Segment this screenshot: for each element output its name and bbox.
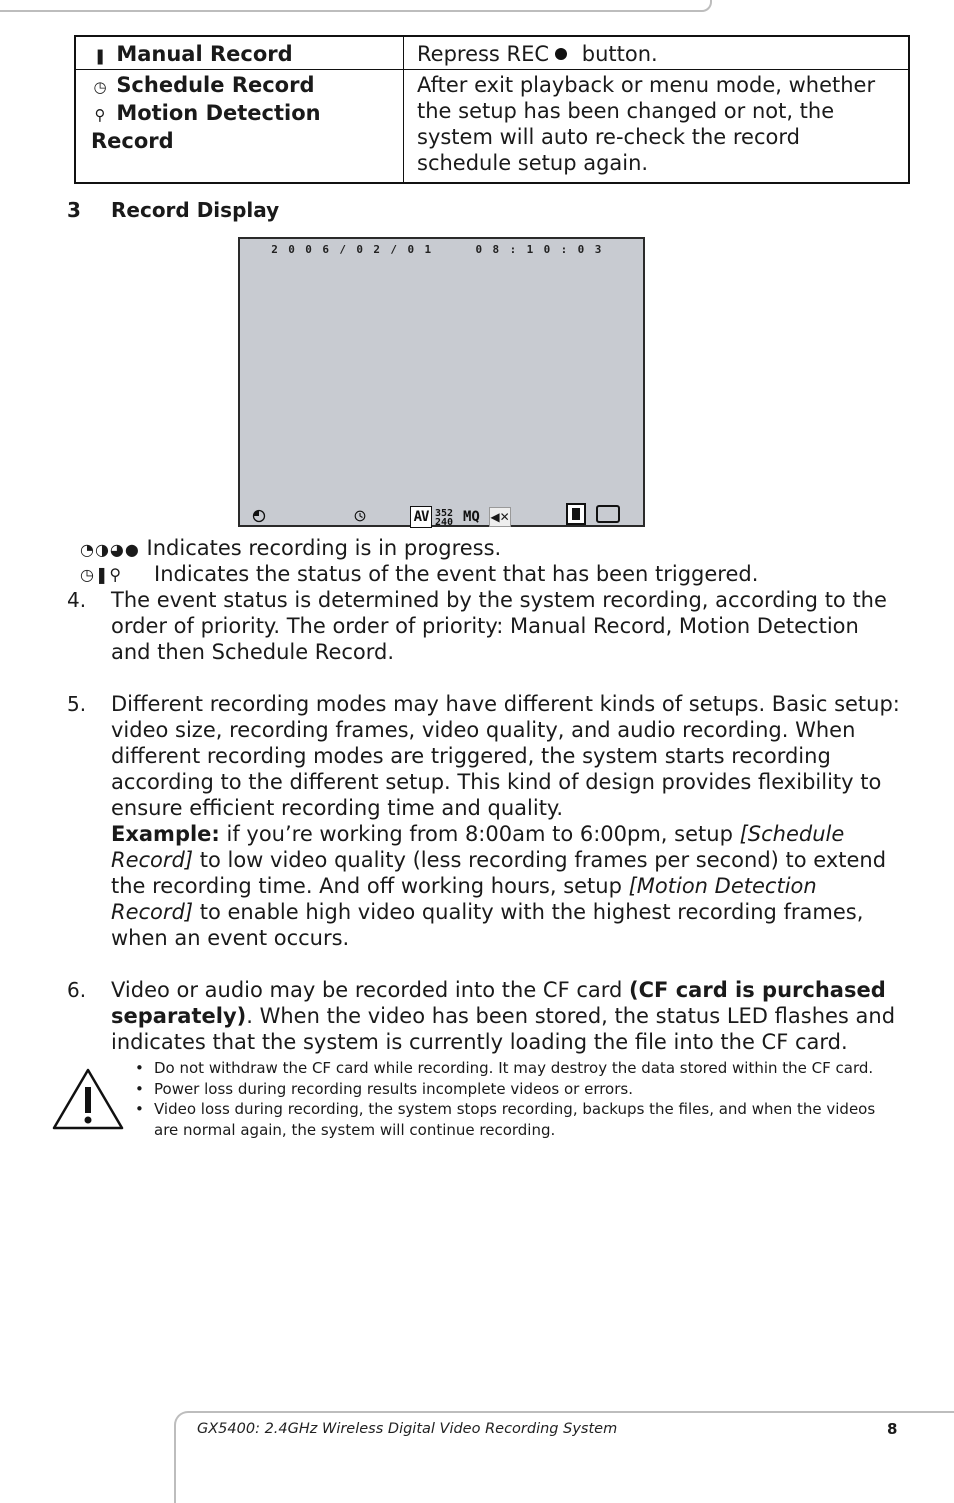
quality-indicator: MQ	[463, 509, 480, 525]
clock-icon	[354, 510, 366, 522]
paragraph-priority: The event status is determined by the system recording, according to the order of priority. The order of priority: Manual Record, Motion Detection and then Schedule Record.	[111, 588, 887, 664]
example-text	[111, 821, 901, 951]
legend-progress-text: Indicates recording is in progress.	[146, 536, 502, 560]
recording-modes-text: Different recording modes may have different kinds of setups. Basic setup: video size, recording frames, video quality, and audio recording. When different recording modes are triggered, the system starts recording according to the different setup. This kind of design provides flexibility to ensure efficient recording time and quality.	[111, 692, 900, 820]
schedule-record-ref: [Schedule Record]	[111, 822, 845, 872]
screen-timestamp: 2006/02/01 08:10:03	[271, 243, 612, 256]
manual-record-desc: Repress REC	[417, 42, 550, 66]
resolution-height: 240	[435, 517, 454, 528]
manual-record-icon: ❚	[93, 47, 107, 65]
cf-card-icon	[566, 503, 586, 525]
recording-progress-icon	[252, 509, 266, 523]
paragraph-cf-card	[111, 977, 901, 1055]
example-part: to low video quality (less recording frames per second) to extend the recording time. And off working hours, setup	[111, 848, 887, 898]
warning-icon	[52, 1067, 124, 1131]
record-display-screen	[238, 237, 645, 527]
speaker-muted-icon: ◀✕	[489, 507, 511, 527]
warning-item: • Video loss during recording, the system stops recording, backups the files, and when the videos are normal again, the system will continue recording.	[133, 1099, 893, 1140]
top-frame-decoration	[0, 0, 712, 12]
item-number: 5.	[67, 692, 87, 716]
av-indicator	[410, 506, 432, 528]
example-label: Example:	[111, 822, 220, 846]
resolution-width: 352	[435, 508, 454, 519]
warning-list	[133, 1058, 893, 1140]
table-cell-desc: After exit playback or menu mode, whether the setup has been changed or not, the system will auto re-check the record schedule setup again.	[404, 70, 910, 184]
clock-icon: ◷	[93, 78, 107, 96]
rec-dot-icon	[555, 48, 567, 60]
cf-card-note: (CF card is purchased separately)	[111, 978, 886, 1028]
table-row	[75, 70, 909, 184]
motion-icon: ⚲	[94, 106, 106, 124]
table-row	[75, 36, 909, 70]
legend-progress	[80, 535, 501, 563]
loop-record-icon	[596, 505, 620, 523]
table-cell-mode	[75, 70, 404, 184]
table-cell-mode	[75, 36, 404, 70]
example-part: to enable high video quality with the highest recording frames, when an event occurs.	[111, 900, 864, 950]
example-part: if you’re working from 8:00am to 6:00pm, setup	[219, 822, 740, 846]
item-number: 4.	[67, 588, 87, 612]
section-title: Record Display	[111, 198, 280, 222]
cf-card-text: Video or audio may be recorded into the CF card	[111, 978, 630, 1002]
motion-record-label: Motion Detection Record	[91, 101, 321, 153]
warning-item: • Power loss during recording results incomplete videos or errors.	[133, 1079, 893, 1100]
section-number: 3	[67, 198, 81, 222]
record-mode-table	[74, 35, 910, 184]
table-cell-desc	[404, 36, 910, 70]
manual-record-label: Manual Record	[116, 42, 293, 66]
cf-card-text-end: . When the video has been stored, the status LED flashes and indicates that the system is currently loading the file into the CF card.	[111, 1004, 896, 1054]
item-number: 6.	[67, 978, 87, 1002]
resolution-indicator	[435, 509, 453, 527]
recording-progress-icons: ◔◑◕●	[80, 540, 140, 559]
legend-event-text: Indicates the status of the event that has been triggered.	[154, 562, 759, 586]
av-label: AV	[413, 509, 429, 525]
warning-item: • Do not withdraw the CF card while recording. It may destroy the data stored within the CF card.	[133, 1058, 893, 1079]
event-status-icons: ◷❚⚲	[80, 565, 123, 584]
schedule-record-label: Schedule Record	[116, 73, 315, 97]
manual-record-desc-end: button.	[581, 42, 658, 66]
paragraph-recording-modes	[111, 691, 901, 951]
footer-title: GX5400: 2.4GHz Wireless Digital Video Recording System	[197, 1421, 618, 1437]
motion-record-ref: [Motion Detection Record]	[111, 874, 817, 924]
page-number: 8	[887, 1420, 898, 1438]
